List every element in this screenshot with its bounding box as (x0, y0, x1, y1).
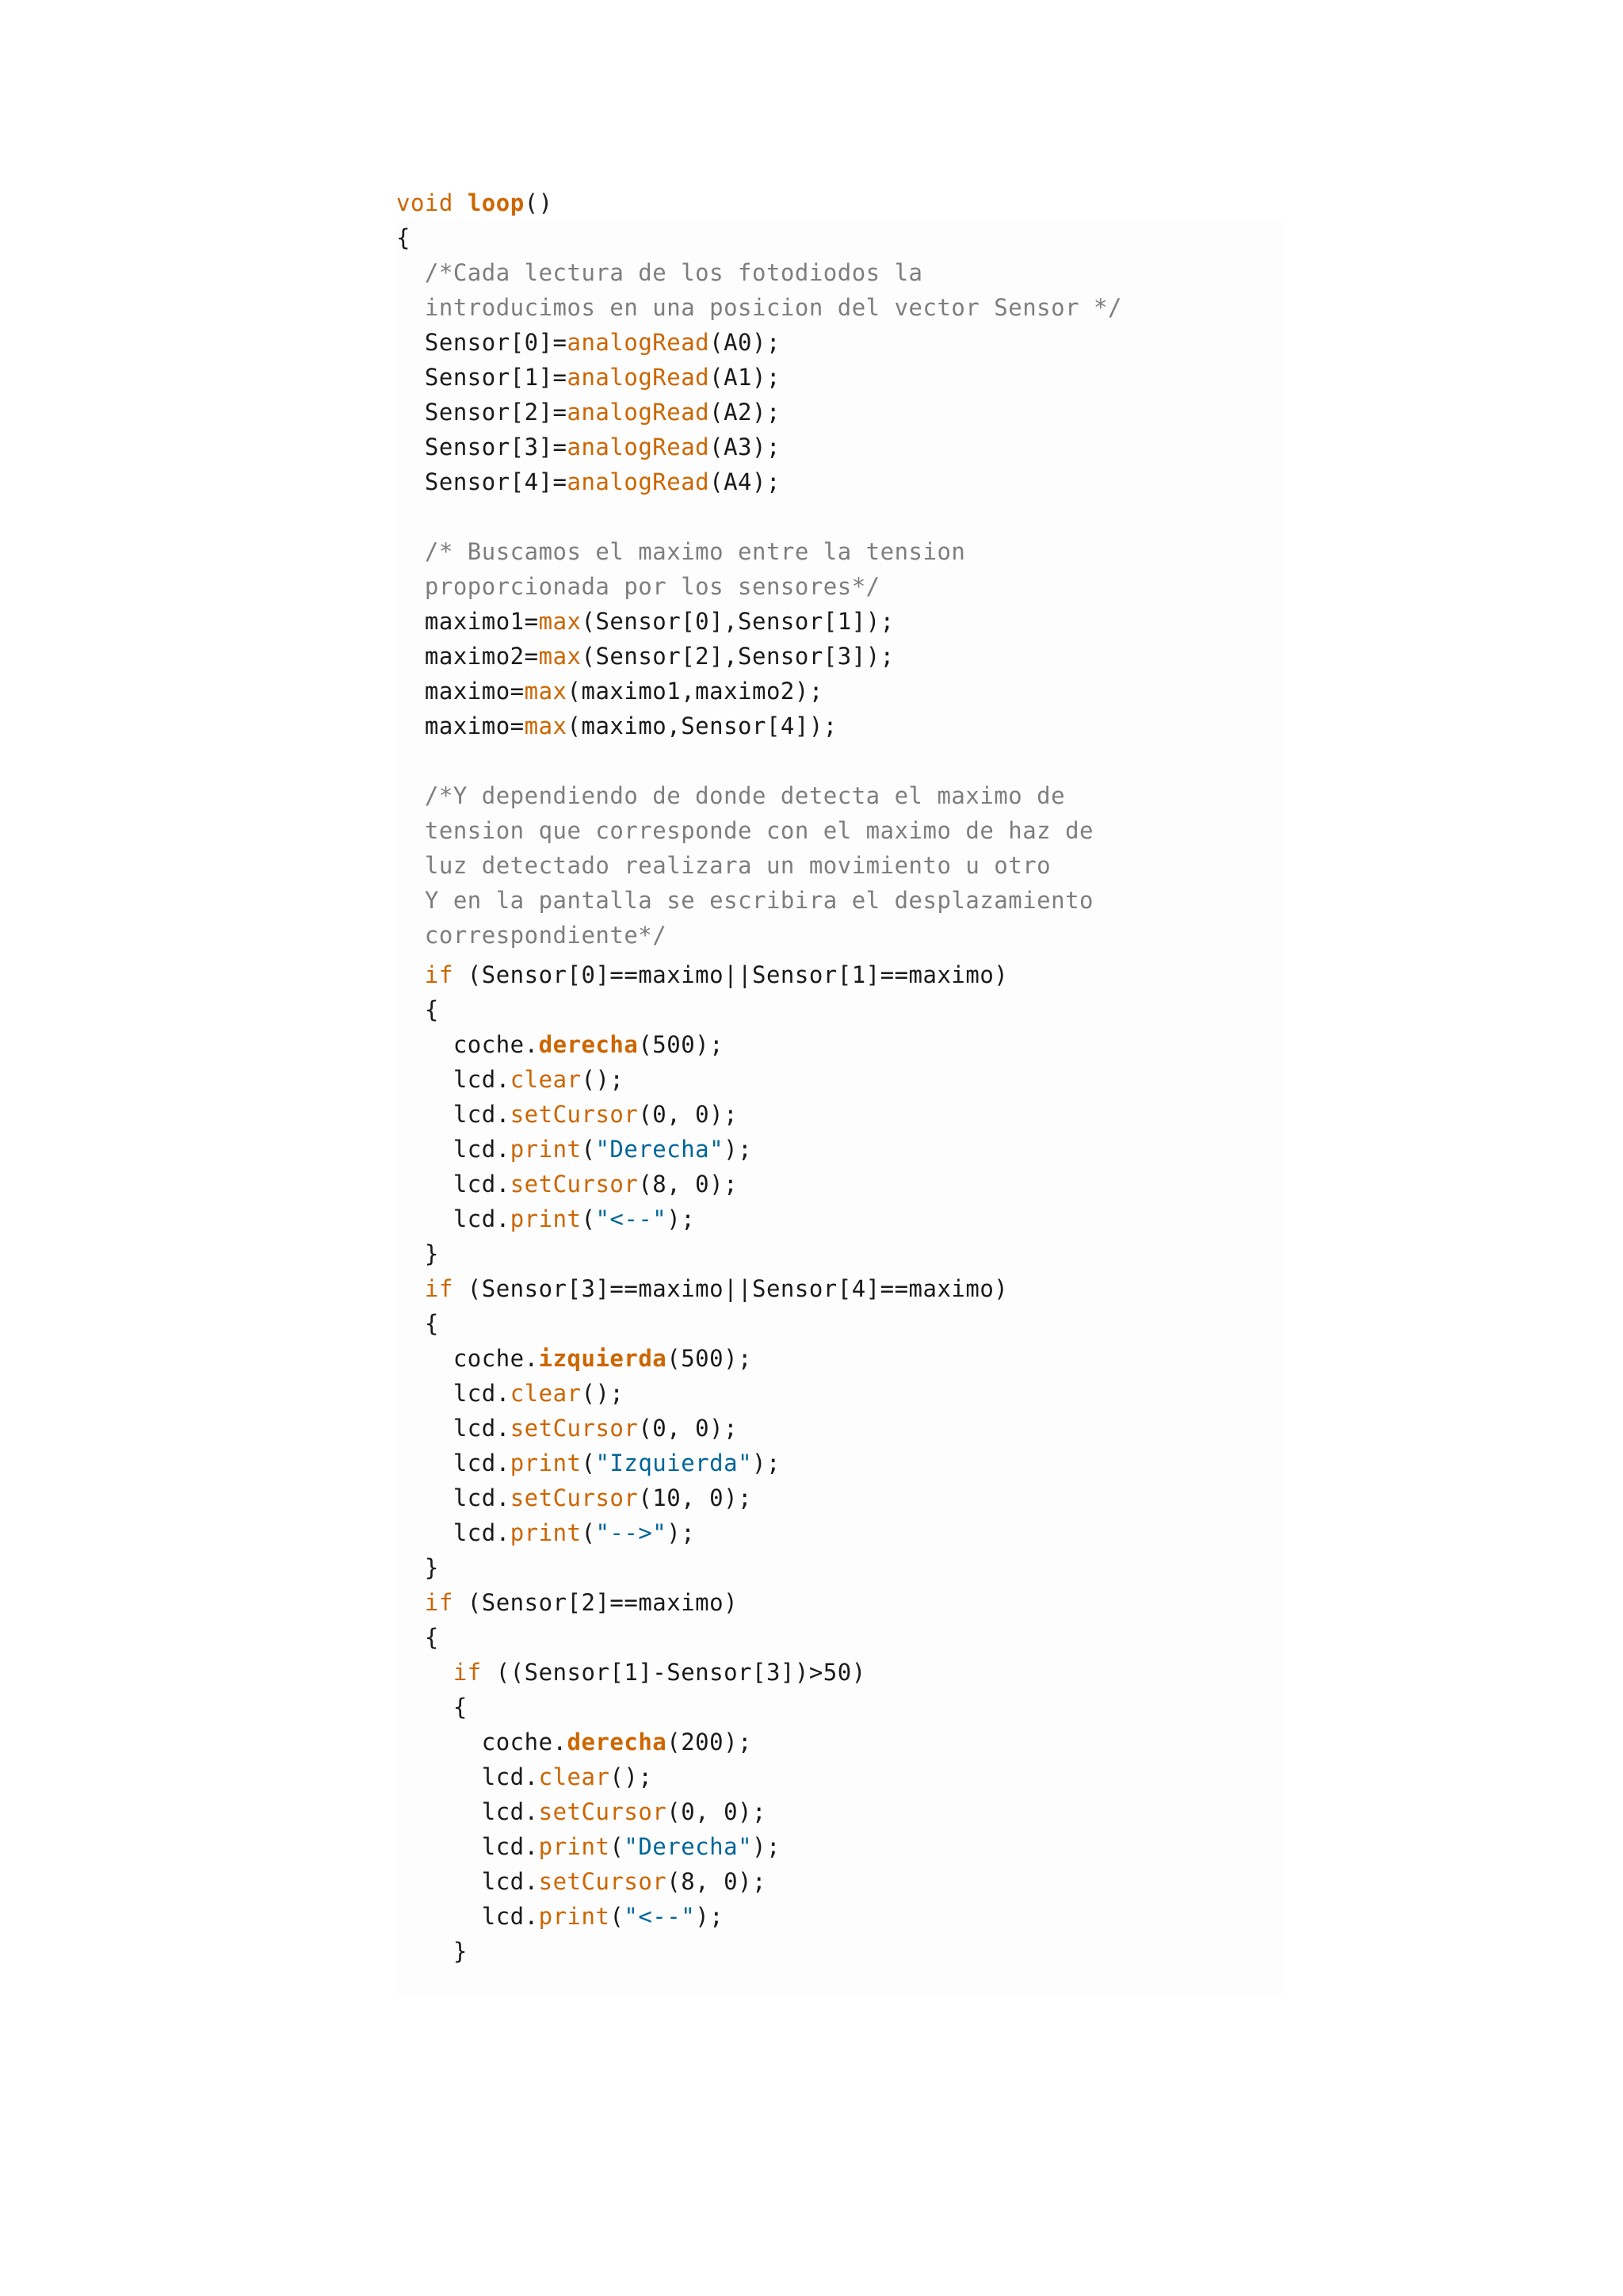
code-token: if (453, 1659, 482, 1686)
code-token: (Sensor[0]==maximo||Sensor[1]==maximo) (453, 961, 1009, 988)
code-line (396, 1763, 652, 1791)
code-token: max (538, 643, 582, 670)
code-token: (); (581, 1066, 624, 1093)
code-token: lcd. (396, 1380, 510, 1407)
code-line (396, 851, 1051, 880)
code-token: "-->" (595, 1519, 667, 1546)
code-line (396, 1240, 439, 1268)
code-token: { (396, 224, 411, 251)
code-token: ); (752, 1450, 781, 1477)
code-line (396, 677, 823, 705)
code-token: ( (581, 1450, 596, 1477)
code-line (396, 1623, 439, 1652)
code-line (396, 1449, 781, 1477)
code-token: ((Sensor[1]-Sensor[3])>50) (481, 1659, 866, 1686)
code-token: Sensor[0]= (396, 329, 567, 356)
code-token: analogRead (567, 364, 710, 391)
code-token: setCursor (510, 1415, 639, 1442)
code-token: (A1); (709, 364, 781, 391)
code-token: analogRead (567, 434, 710, 460)
code-line (396, 1205, 695, 1233)
code-token: (Sensor[2]==maximo) (453, 1589, 739, 1616)
code-line (396, 816, 1094, 845)
code-token: ); (666, 1519, 696, 1546)
code-line (396, 189, 553, 217)
code-token: lcd. (396, 1868, 539, 1895)
code-line (396, 886, 1094, 915)
code-token: loop (467, 189, 525, 216)
code-token: print (510, 1136, 582, 1163)
code-token: (200); (666, 1729, 752, 1755)
code-line (396, 921, 666, 949)
code-token: (A0); (709, 329, 781, 356)
code-token: () (524, 189, 553, 216)
code-line (396, 1484, 752, 1512)
code-line (396, 1658, 866, 1687)
code-token (396, 1275, 425, 1302)
code-token: setCursor (510, 1101, 639, 1128)
code-token: (Sensor[2],Sensor[3]); (581, 643, 895, 670)
code-token: lcd. (396, 1101, 510, 1128)
code-line (396, 712, 838, 740)
code-line (396, 1030, 724, 1059)
code-token: coche. (396, 1729, 567, 1755)
code-token: (500); (638, 1031, 724, 1058)
code-listing (396, 189, 1284, 1996)
code-token: maximo1= (396, 608, 539, 635)
code-line (396, 1100, 738, 1129)
code-token: "<--" (624, 1903, 696, 1930)
code-token: (Sensor[0],Sensor[1]); (581, 608, 895, 635)
code-token: ( (581, 1205, 596, 1232)
code-token: } (396, 1938, 468, 1965)
code-token: print (510, 1519, 582, 1546)
code-line (396, 328, 781, 357)
code-token: print (510, 1205, 582, 1232)
code-token: max (524, 712, 567, 739)
code-line (396, 1553, 439, 1582)
code-token: analogRead (567, 468, 710, 495)
code-token: luz detectado realizara un movimiento u otro (396, 852, 1052, 879)
code-token: (maximo,Sensor[4]); (567, 712, 838, 739)
code-token: /*Cada lectura de los fotodiodos la (396, 259, 923, 286)
code-line (396, 223, 411, 252)
code-token: lcd. (396, 1415, 510, 1442)
code-token: /* Buscamos el maximo entre la tension (396, 538, 966, 565)
code-token: derecha (567, 1729, 667, 1755)
code-token: proporcionada por los sensores*/ (396, 573, 880, 600)
code-line (396, 1344, 752, 1373)
code-token: "Derecha" (595, 1136, 724, 1163)
code-line (396, 1728, 752, 1756)
code-token: (500); (666, 1345, 753, 1372)
code-token: if (424, 1589, 453, 1616)
code-token: maximo2= (396, 643, 539, 670)
code-token: izquierda (538, 1345, 667, 1372)
code-line (396, 1902, 724, 1931)
code-token: if (424, 961, 453, 988)
code-line (396, 1519, 695, 1547)
code-line (396, 398, 781, 426)
code-token: coche. (396, 1031, 539, 1058)
code-line (396, 1135, 752, 1163)
code-token: (A4); (709, 468, 781, 495)
code-token (396, 1589, 425, 1616)
code-token: max (524, 678, 567, 705)
code-token (396, 961, 425, 988)
code-line (396, 468, 781, 496)
code-token: ( (581, 1519, 596, 1546)
code-token: lcd. (396, 1450, 510, 1477)
code-token: Sensor[2]= (396, 399, 567, 426)
code-token: ); (752, 1833, 781, 1860)
code-token: { (396, 1624, 439, 1651)
code-line (396, 1588, 738, 1617)
code-token: lcd. (396, 1171, 510, 1198)
code-token: (0, 0); (638, 1415, 739, 1442)
code-line (396, 1832, 781, 1861)
code-token: lcd. (396, 1484, 510, 1511)
code-line (396, 572, 880, 601)
code-line (396, 258, 923, 287)
code-token: ); (666, 1205, 696, 1232)
code-token: ); (724, 1136, 753, 1163)
code-line (396, 781, 1065, 810)
code-line (396, 293, 1122, 322)
code-line (396, 995, 439, 1024)
code-token: maximo= (396, 678, 525, 705)
code-token (396, 1659, 453, 1686)
code-token: { (396, 1310, 439, 1337)
code-token: analogRead (567, 329, 710, 356)
code-token: maximo= (396, 712, 525, 739)
code-token: correspondiente*/ (396, 922, 667, 949)
code-token: ( (609, 1833, 624, 1860)
code-line (396, 1797, 766, 1826)
code-token: (0, 0); (638, 1101, 739, 1128)
code-token: lcd. (396, 1066, 510, 1093)
code-token: introducimos en una posicion del vector Sensor */ (396, 294, 1122, 321)
code-token: print (538, 1833, 610, 1860)
code-token: (8, 0); (666, 1868, 766, 1895)
code-token: (maximo1,maximo2); (567, 678, 823, 705)
code-token: clear (510, 1380, 582, 1407)
code-token: max (538, 608, 582, 635)
code-line (396, 363, 781, 392)
code-token: lcd. (396, 1519, 510, 1546)
code-token: (Sensor[3]==maximo||Sensor[4]==maximo) (453, 1275, 1009, 1302)
code-token: print (538, 1903, 610, 1930)
code-token: } (396, 1240, 439, 1267)
code-line (396, 1379, 624, 1408)
code-token: Sensor[4]= (396, 468, 567, 495)
code-token: (10, 0); (638, 1484, 753, 1511)
code-token: void (396, 189, 468, 216)
code-token: lcd. (396, 1798, 539, 1825)
code-token: ( (581, 1136, 596, 1163)
code-token: "Izquierda" (595, 1450, 753, 1477)
code-token: coche. (396, 1345, 539, 1372)
code-token: Sensor[1]= (396, 364, 567, 391)
code-token: if (424, 1275, 453, 1302)
code-line (396, 1867, 766, 1896)
code-token: lcd. (396, 1903, 539, 1930)
code-token: { (396, 1694, 468, 1721)
code-line (396, 1065, 624, 1094)
code-token: (A3); (709, 434, 781, 460)
code-token: setCursor (538, 1868, 667, 1895)
code-token: setCursor (510, 1484, 639, 1511)
code-token: tension que corresponde con el maximo de haz de (396, 817, 1094, 844)
code-token: (); (581, 1380, 624, 1407)
code-token: setCursor (538, 1798, 667, 1825)
code-token: Sensor[3]= (396, 434, 567, 460)
code-token: clear (510, 1066, 582, 1093)
code-token: /*Y dependiendo de donde detecta el maximo de (396, 782, 1066, 809)
code-line (396, 433, 781, 461)
code-token: { (396, 996, 439, 1023)
code-token: print (510, 1450, 582, 1477)
code-token: ( (609, 1903, 624, 1930)
code-line (396, 642, 895, 670)
code-token: "Derecha" (624, 1833, 753, 1860)
code-token: Y en la pantalla se escribira el desplazamiento (396, 887, 1094, 914)
code-token: } (396, 1554, 439, 1581)
code-token: lcd. (396, 1205, 510, 1232)
code-token: derecha (538, 1031, 639, 1058)
code-token: lcd. (396, 1136, 510, 1163)
code-token: clear (538, 1763, 610, 1790)
code-token: (8, 0); (638, 1171, 739, 1198)
code-token: (A2); (709, 399, 781, 426)
code-line (396, 1274, 1008, 1303)
code-line (396, 1693, 468, 1721)
code-token: lcd. (396, 1763, 539, 1790)
code-token: ); (695, 1903, 724, 1930)
code-token: analogRead (567, 399, 710, 426)
code-line (396, 537, 965, 566)
code-line (396, 1309, 439, 1338)
code-line (396, 961, 1008, 989)
code-token: "<--" (595, 1205, 667, 1232)
code-line (396, 1414, 738, 1442)
code-token: (0, 0); (666, 1798, 766, 1825)
code-line (396, 1170, 738, 1198)
code-token: lcd. (396, 1833, 539, 1860)
code-line (396, 1937, 468, 1966)
code-token: setCursor (510, 1171, 639, 1198)
code-line (396, 607, 895, 636)
code-token: (); (609, 1763, 653, 1790)
